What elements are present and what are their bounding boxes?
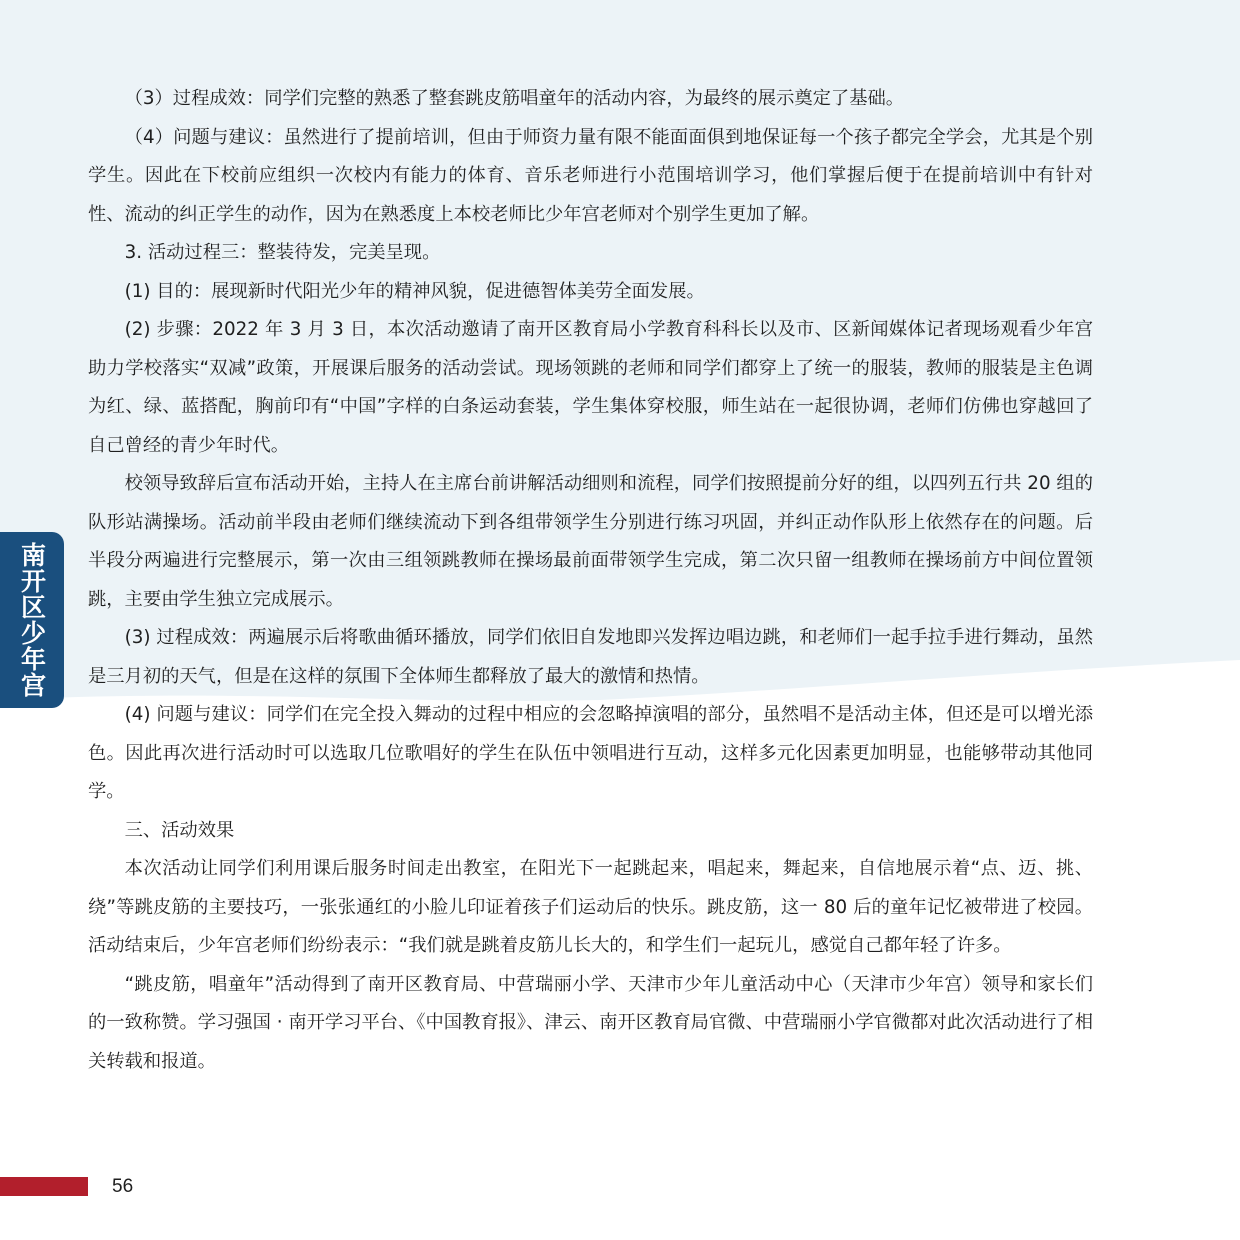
side-section-tab xyxy=(0,532,64,708)
paragraph-recognition: “跳皮筋，唱童年”活动得到了南开区教育局、中营瑞丽小学、天津市少年儿童活动中心（天津市少年宫）领导和家长们的一致称赞。学习强国 · 南开学习平台、《中国教育报》、津云、南开区教育局官微、中营瑞丽小学官微都对此次活动进行了相关转载和报道。 xyxy=(88,973,1093,1072)
section-heading-process-3: 3. 活动过程三：整装待发，完美呈现。 xyxy=(124,242,441,263)
paragraph-problems-suggestions-3: (4) 问题与建议：同学们在完全投入舞动的过程中相应的会忽略掉演唱的部分，虽然唱不是活动主体，但还是可以增光添色。因此再次进行活动时可以选取几位歌唱好的学生在队伍中领唱进行互动，这样多元化因素更加明显，也能够带动其他同学。 xyxy=(88,704,1093,802)
paragraph-steps-3: (2) 步骤：2022 年 3 月 3 日，本次活动邀请了南开区教育局小学教育科科长以及市、区新闻媒体记者现场观看少年宫助力学校落实“双减”政策，开展课后服务的活动尝试。现场领跳的老师和同学们都穿上了统一的服装，教师的服装是主色调为红、绿、蓝搭配，胸前印有“中国”字样的白条运动套装，学生集体穿校服，师生站在一起很协调，老师们仿佛也穿越回了自己曾经的青少年时代。 xyxy=(88,319,1093,456)
paragraph-problems-suggestions-2: （4）问题与建议：虽然进行了提前培训，但由于师资力量有限不能面面俱到地保证每一个孩子都完全学会，尤其是个别学生。因此在下校前应组织一次校内有能力的体育、音乐老师进行小范围培训学习，他们掌握后便于在提前培训中有针对性、流动的纠正学生的动作，因为在熟悉度上本校老师比少年宫老师对个别学生更加了解。 xyxy=(88,126,1093,225)
paragraph-effects: 本次活动让同学们利用课后服务时间走出教室，在阳光下一起跳起来，唱起来，舞起来，自信地展示着“点、迈、挑、绕”等跳皮筋的主要技巧，一张张通红的小脸儿印证着孩子们运动后的快乐。跳皮筋，这一 80 后的童年记忆被带进了校园。活动结束后，少年宫老师们纷纷表示：“我们就是跳着皮筋儿长大的，和学生们一起玩儿，感觉自己都年轻了许多。 xyxy=(88,858,1093,956)
side-tab-label: 南开区少年宫 xyxy=(17,542,47,698)
section-heading-effects: 三、活动效果 xyxy=(124,819,235,841)
paragraph-activity-start: 校领导致辞后宣布活动开始，主持人在主席台前讲解活动细则和流程，同学们按照提前分好的组，以四列五行共 20 组的队形站满操场。活动前半段由老师们继续流动下到各组带领学生分别进行练习巩固，并纠正动作队形上依然存在的问题。后半段分两遍进行完整展示，第一次由三组领跳教师在操场最前面带领学生完成，第二次只留一组教师在操场前方中间位置领跳，主要由学生独立完成展示。 xyxy=(88,473,1093,610)
footer-accent-bar xyxy=(0,1177,88,1196)
paragraph-goal-3: (1) 目的：展现新时代阳光少年的精神风貌，促进德智体美劳全面发展。 xyxy=(124,280,705,302)
paragraph-process-result-2: （3）过程成效：同学们完整的熟悉了整套跳皮筋唱童年的活动内容，为最终的展示奠定了基础。 xyxy=(124,88,905,109)
article-body xyxy=(88,80,1093,1081)
paragraph-process-result-3: (3) 过程成效：两遍展示后将歌曲循环播放，同学们依旧自发地即兴发挥边唱边跳，和老师们一起手拉手进行舞动，虽然是三月初的天气，但是在这样的氛围下全体师生都释放了最大的激情和热情。 xyxy=(88,627,1093,687)
page-number: 56 xyxy=(112,1176,134,1197)
